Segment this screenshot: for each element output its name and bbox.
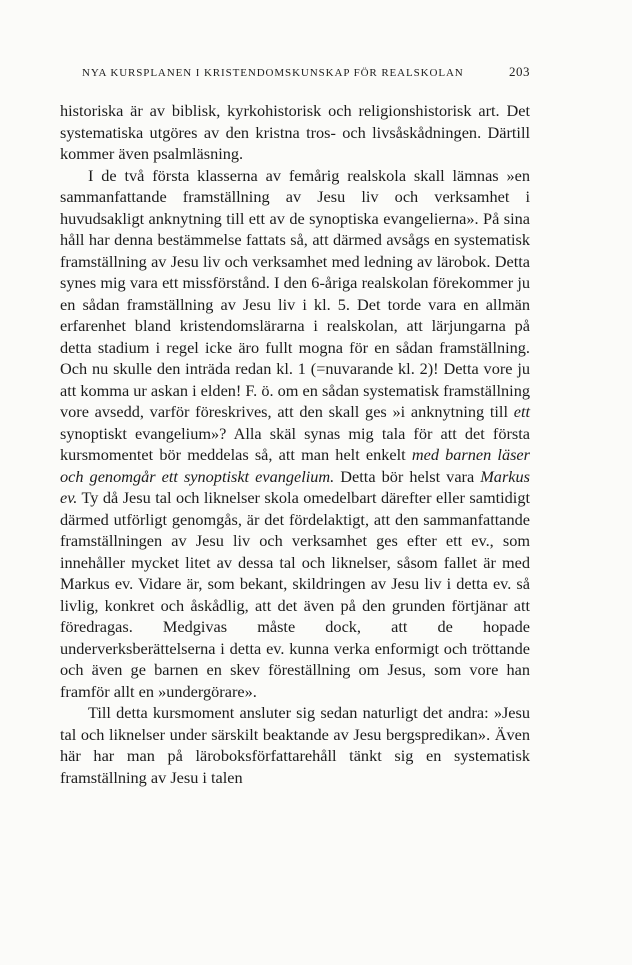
body-text [60,100,530,788]
paragraph-3: Till detta kursmoment ansluter sig sedan naturligt det andra: »Jesu tal och liknelser under särskilt beaktande av Jesu bergspredikan». Även här har man på läroboksförfattarehåll tänkt sig en systematisk framställning av Jesu i talen [60,703,530,787]
book-page [60,64,530,788]
paragraph-2-italic-2: med barnen läser och genomgår ett synoptiskt evangelium. [60,445,530,486]
paragraph-2-part-3: Detta bör helst vara [334,466,481,486]
paragraph-2 [60,165,530,703]
running-title: NYA KURSPLANEN I KRISTENDOMSKUNSKAP FÖR REALSKOLAN [82,67,464,79]
page-number: 203 [509,64,530,79]
paragraph-2-italic-3: Markus ev. [60,466,530,507]
paragraph-2-part-4: Ty då Jesu tal och liknelser skola omedelbart därefter eller samtidigt därmed utförligt genomgås, är det fördelaktigt, att den sammanfattande framställningen av Jesu liv och verksamhet ges efter ett ev., som innehåller mycket litet av dessa tal och liknelser, såsom fallet är med Markus ev. Vidare är, som bekant, skildringen av Jesu liv i detta ev. så livlig, konkret och åskådlig, att det även på den grunden förtjänar att föredragas. Medgivas måste dock, att de hopade underverksberättelserna i detta ev. kunna verka enformigt och tröttande och även ge barnen en skev föreställning om Jesus, som vore han framför allt en »undergörare». [60,488,530,701]
paragraph-2-part-1: I de två första klasserna av femårig realskola skall lämnas »en sammanfattande framställning av Jesu liv och verksamhet i huvudsakligt anknytning till ett av de synoptiska evangelierna». På sina håll har denna bestämmelse fattats så, att därmed avsågs en systematisk framställning av Jesu liv och verksamhet med ledning av lärobok. Detta synes mig vara ett missförstånd. I den 6-åriga realskolan förekommer ju en sådan framställning av Jesu liv i kl. 5. Det torde vara en allmän erfarenhet bland kristendomslärarna i realskolan, att lärjungarna på detta stadium i regel icke äro fullt mogna för en sådan framställning. Och nu skulle den inträda redan kl. 1 (=nuvarande kl. 2)! Detta vore ju att komma ur askan i elden! F. ö. om en sådan systematisk framställning vore avsedd, varför föreskrives, att den skall ges »i anknytning till [60,165,530,421]
running-header [82,64,530,86]
paragraph-2-part-2: synoptiskt evangelium»? Alla skäl synas mig tala för att det första kursmomentet bör meddelas så, att man helt enkelt [60,423,530,464]
paragraph-2-italic-1: ett [513,402,530,421]
paragraph-1: historiska är av biblisk, kyrkohistorisk och religionshistorisk art. Det systematiska utgöres av den kristna tros- och livsåskådningen. Därtill kommer även psalmläsning. [60,101,530,163]
